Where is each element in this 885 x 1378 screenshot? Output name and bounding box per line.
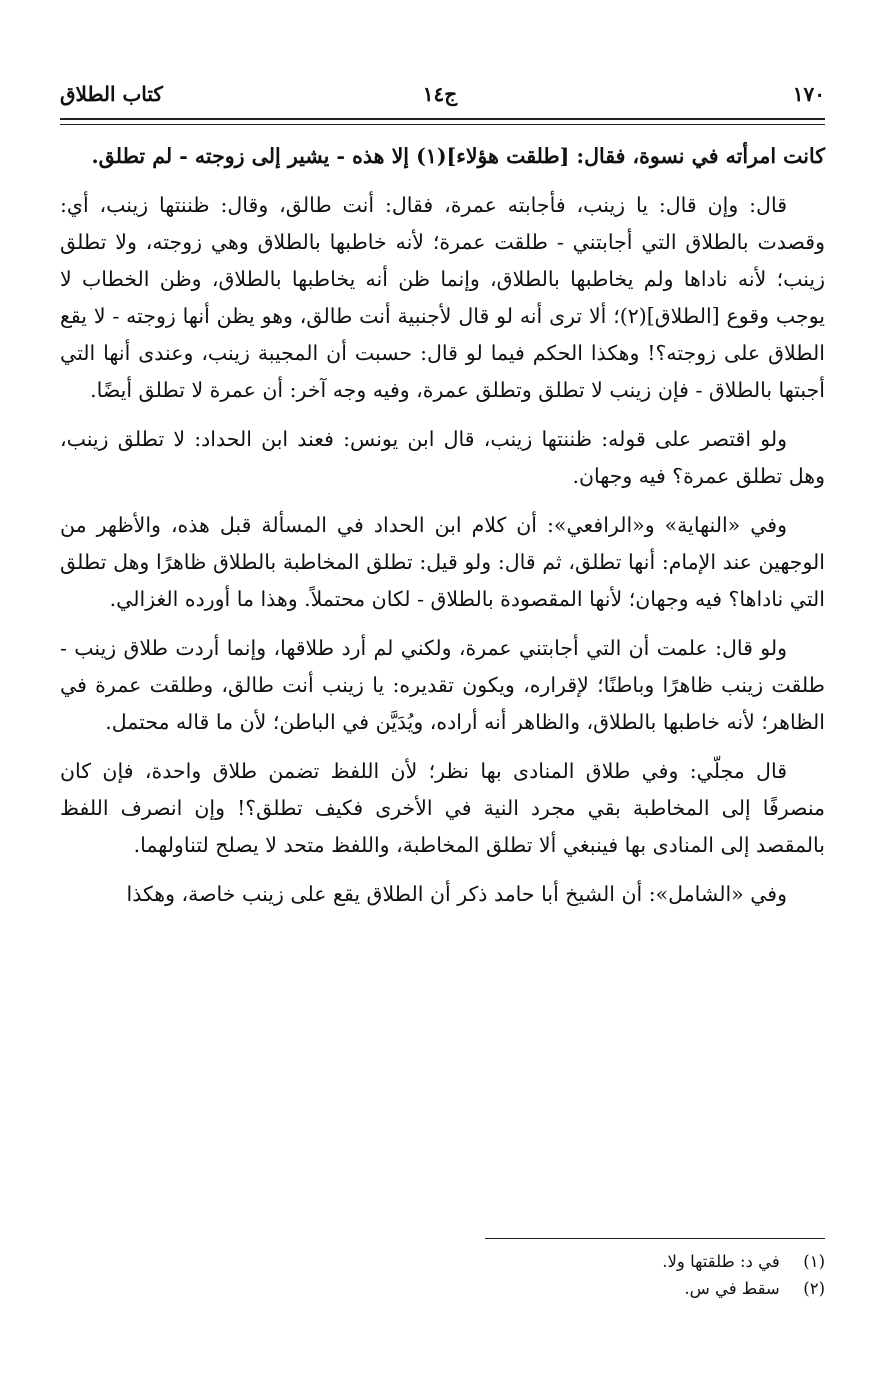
footnote: [225, 1275, 825, 1302]
paragraph: ولو اقتصر على قوله: ظننتها زينب، قال ابن يونس: فعند ابن الحداد: لا تطلق زينب، وهل تطلق عمرة؟ فيه وجهان.: [60, 427, 825, 488]
volume-label: ج١٤: [422, 82, 458, 106]
page-header: [60, 76, 825, 110]
paragraph: وفي «الشامل»: أن الشيخ أبا حامد ذكر أن الطلاق يقع على زينب خاصة، وهكذا: [126, 882, 787, 906]
footnote-separator: [485, 1238, 825, 1239]
page-number: ١٧٠: [792, 82, 825, 106]
footnote-number: (١): [803, 1252, 825, 1271]
book-title: كتاب الطلاق: [60, 82, 163, 106]
paragraph: ولو قال: علمت أن التي أجابتني عمرة، ولكني لم أرد طلاقها، وإنما أردت طلاق زينب - طلقت زينب ظاهرًا وباطنًا؛ لإقراره، ويكون تقديره: يا زينب أنت طالق، وطلقت عمرة في الظاهر؛ لأنه خاطبها بالطلاق، والظاهر أنه أراده، ويُدَيَّن في الباطن؛ لأن ما قاله محتمل.: [60, 636, 825, 734]
footnote-text: سقط في س.: [684, 1279, 780, 1298]
header-rule-thick: [60, 118, 825, 120]
footnotes: [225, 1248, 825, 1302]
paragraph: كانت امرأته في نسوة، فقال: [طلقت هؤلاء](١) إلا هذه - يشير إلى زوجته - لم تطلق.: [91, 144, 825, 168]
footnote-number: (٢): [803, 1279, 825, 1298]
footnote: [225, 1248, 825, 1275]
paragraph: قال مجلّي: وفي طلاق المنادى بها نظر؛ لأن اللفظ تضمن طلاق واحدة، فإن كان منصرفًا إلى المخاطبة بقي مجرد النية في الأخرى فكيف تطلق؟! وإن انصرف اللفظ بالمقصد إلى المنادى بها فينبغي ألا تطلق المخاطبة، واللفظ متحد لا يصلح لتناولهما.: [60, 759, 825, 857]
header-rule-thin: [60, 124, 825, 125]
main-text: [60, 138, 825, 925]
paragraph: قال: وإن قال: يا زينب، فأجابته عمرة، فقال: أنت طالق، وقال: ظننتها زينب، أي: وقصدت بالطلاق التي أجابتني - طلقت عمرة؛ لأنه خاطبها بالطلاق وهي زوجته، ولا تطلق زينب؛ لأنه ناداها ولم يخاطبها بالطلاق، وإنما ظن أنه يخاطبها بالطلاق، وظن الخطاب لا يوجب وقوع [الطلاق](٢)؛ ألا ترى أنه لو قال لأجنبية أنت طالق، وهو يظن أنها زوجته - لا يقع الطلاق على زوجته؟! وهكذا الحكم فيما لو قال: حسبت أن المجيبة زينب، وعندى أنها التي أجبتها بالطلاق - فإن زينب لا تطلق وتطلق عمرة، وفيه وجه آخر: أن عمرة لا تطلق أيضًا.: [60, 193, 825, 402]
footnote-text: في د: طلقتها ولا.: [662, 1252, 780, 1271]
paragraph: وفي «النهاية» و«الرافعي»: أن كلام ابن الحداد في المسألة قبل هذه، والأظهر من الوجهين عند الإمام: أنها تطلق، ثم قال: ولو قيل: تطلق المخاطبة بالطلاق ظاهرًا وهل تطلق التي ناداها؟ فيه وجهان؛ لأنها المقصودة بالطلاق - لكان محتملاً. وهذا ما أورده الغزالي.: [60, 513, 825, 611]
